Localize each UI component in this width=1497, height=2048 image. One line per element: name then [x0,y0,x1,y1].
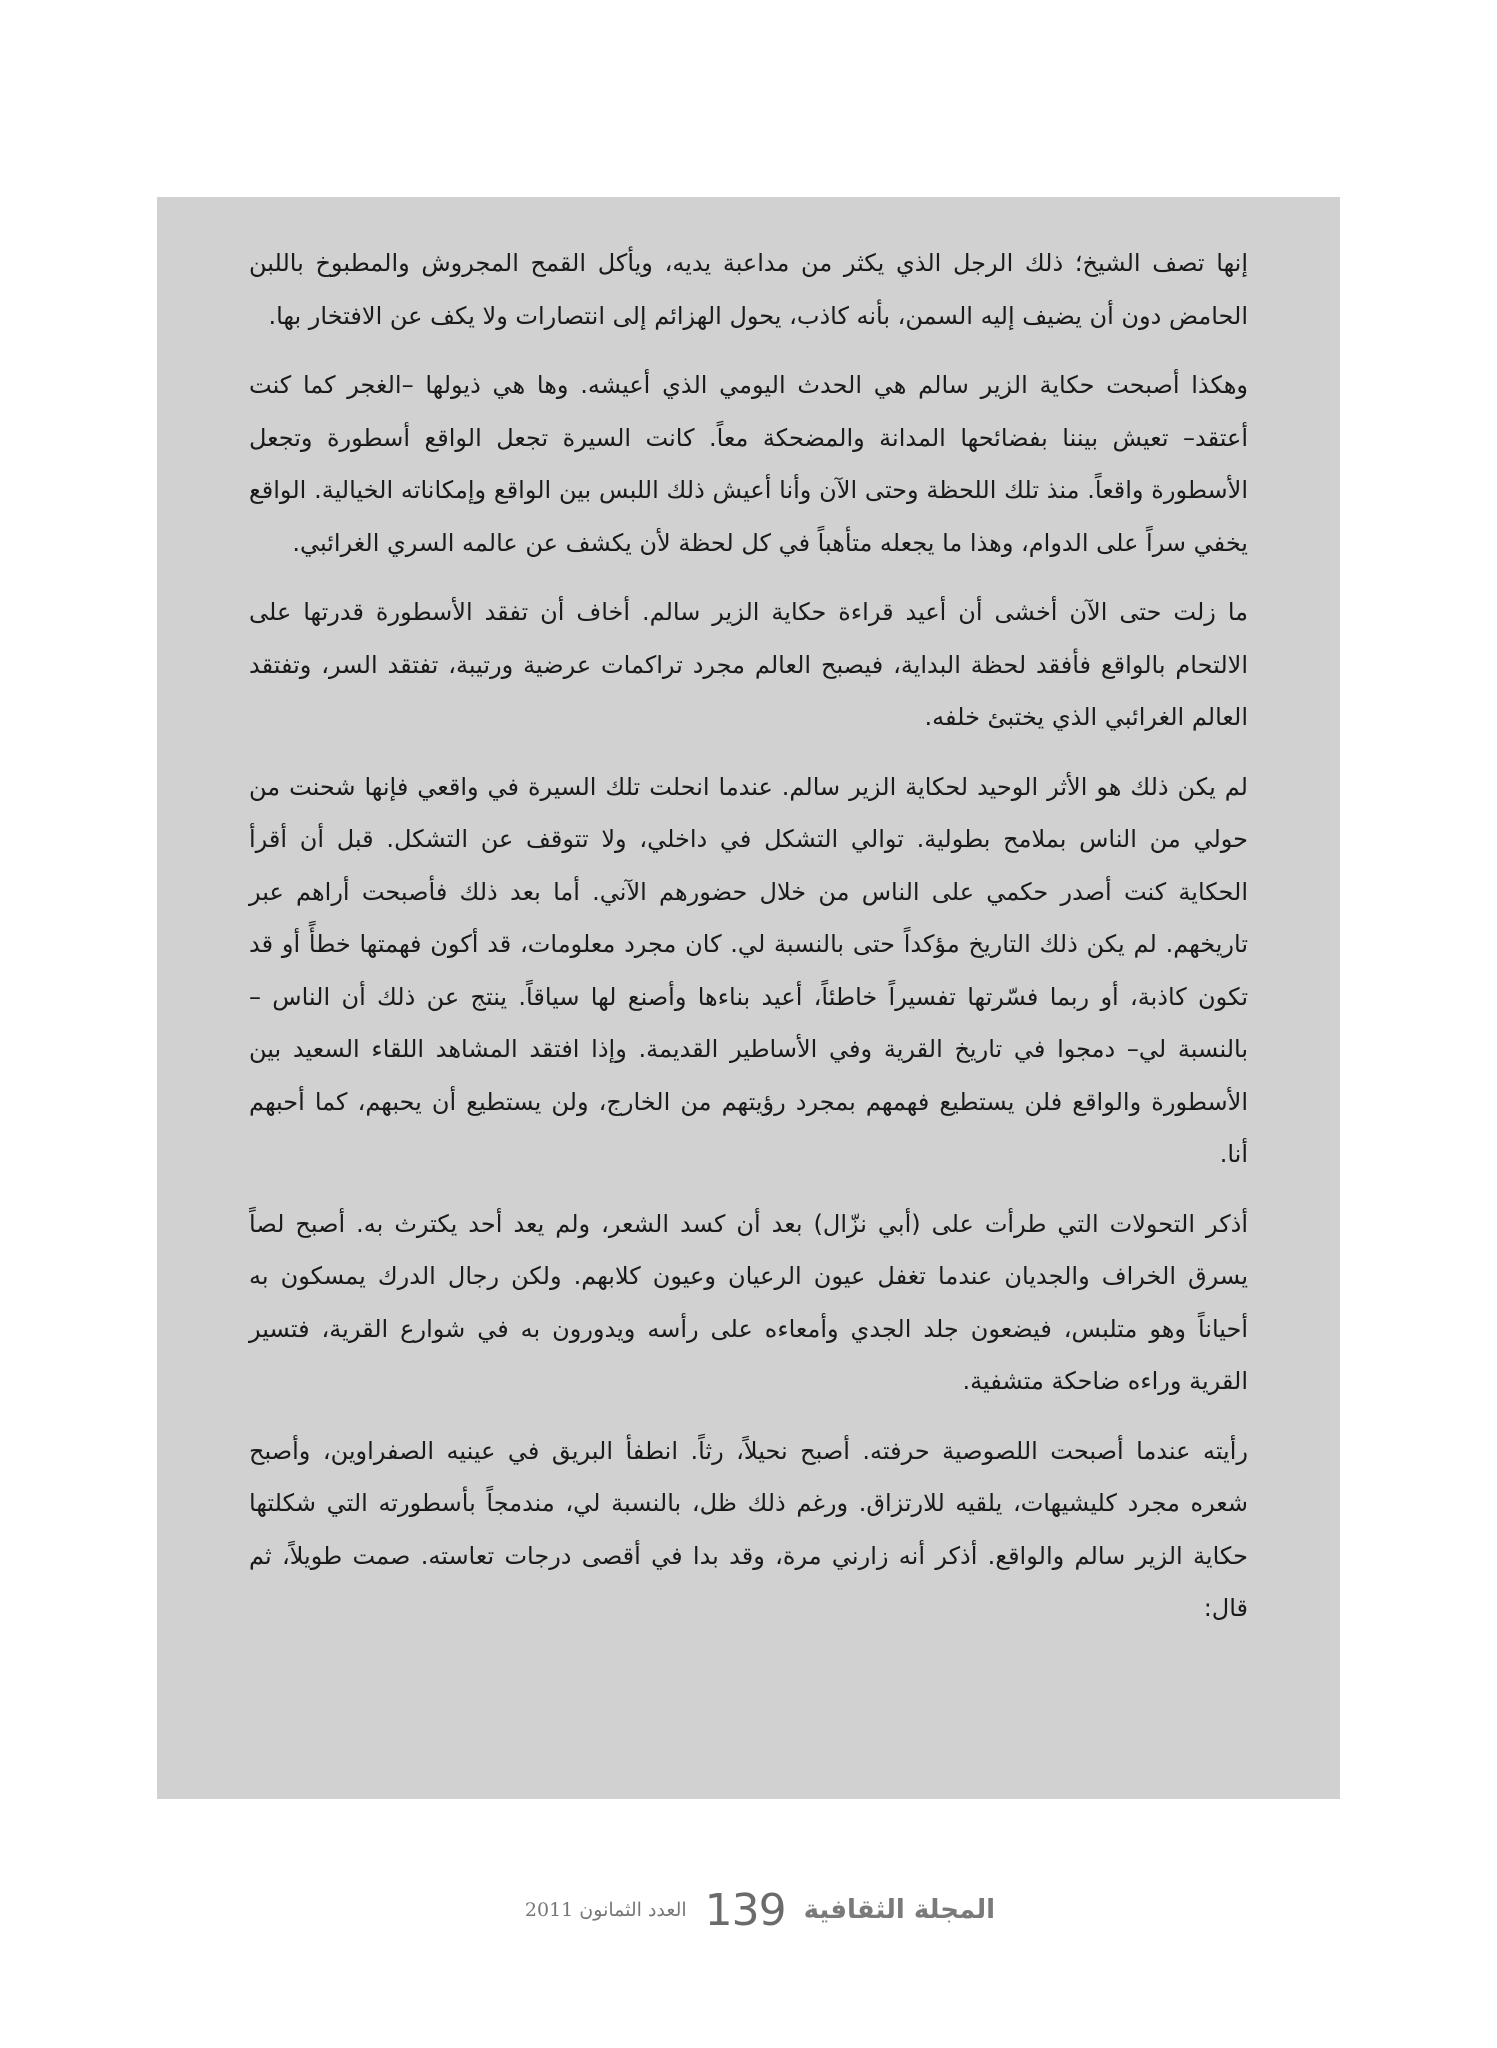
paragraph: وهكذا أصبحت حكاية الزير سالم هي الحدث اليومي الذي أعيشه. وها هي ذيولها –الغجر كما كنت أعتقد– تعيش بيننا بفضائحها المدانة والمضحكة معاً. كانت السيرة تجعل الواقع أسطورة وتجعل الأسطورة واقعاً. منذ تلك اللحظة وحتى الآن وأنا أعيش ذلك اللبس بين الواقع وإمكاناته الخيالية. الواقع يخفي سراً على الدوام، وهذا ما يجعله متأهباً في كل لحظة لأن يكشف عن عالمه السري الغرائبي. [249,371,1248,557]
paragraph: رأيته عندما أصبحت اللصوصية حرفته. أصبح نحيلاً، رثاً. انطفأ البريق في عينيه الصفراوين، وأصبح شعره مجرد كليشيهات، يلقيه للارتزاق. ورغم ذلك ظل، بالنسبة لي، مندمجاً بأسطورته التي شكلتها حكاية الزير سالم والواقع. أذكر أنه زارني مرة، وقد بدا في أقصى درجات تعاسته. صمت طويلاً، ثم قال: [249,1436,1248,1622]
paragraph: إنها تصف الشيخ؛ ذلك الرجل الذي يكثر من مداعبة يديه، ويأكل القمح المجروش والمطبوخ باللبن الحامض دون أن يضيف إليه السمن، بأنه كاذب، يحول الهزائم إلى انتصارات ولا يكف عن الافتخار بها. [249,249,1248,330]
page-number: 139 [704,1884,786,1936]
paragraph: لم يكن ذلك هو الأثر الوحيد لحكاية الزير سالم. عندما انحلت تلك السيرة في واقعي فإنها شحنت من حولي من الناس بملامح بطولية. توالي التشكل في داخلي، ولا تتوقف عن التشكل. قبل أن أقرأ الحكاية كنت أصدر حكمي على الناس من خلال حضورهم الآني. أما بعد ذلك فأصبحت أراهم عبر تاريخهم. لم يكن ذلك التاريخ مؤكداً حتى بالنسبة لي. كان مجرد معلومات، قد أكون فهمتها خطأً أو قد تكون كاذبة، أو ربما فسّرتها تفسيراً خاطئاً، أعيد بناءها وأصنع لها سياقاً. ينتج عن ذلك أن الناس –بالنسبة لي– دمجوا في تاريخ القرية وفي الأساطير القديمة. وإذا افتقد المشاهد اللقاء السعيد بين الأسطورة والواقع فلن يستطيع فهمهم بمجرد رؤيتهم من الخارج، ولن يستطيع أن يحبهم، كما أحبهم أنا. [249,772,1248,1168]
article-text-box [157,197,1340,1799]
paragraph: ما زلت حتى الآن أخشى أن أعيد قراءة حكاية الزير سالم. أخاف أن تفقد الأسطورة قدرتها على الالتحام بالواقع فأفقد لحظة البداية، فيصبح العالم مجرد تراكمات عرضية ورتيبة، تفتقد السر، وتفتقد العالم الغرائبي الذي يختبئ خلفه. [249,598,1248,731]
footer-issue: العدد الثمانون 2011 [524,1899,687,1921]
page-footer [440,1880,1080,1940]
paragraph: أذكر التحولات التي طرأت على (أبي نزّال) بعد أن كسد الشعر، ولم يعد أحد يكترث به. أصبح لصاً يسرق الخراف والجديان عندما تغفل عيون الرعيان وعيون كلابهم. ولكن رجال الدرك يمسكون به أحياناً وهو متلبس، فيضعون جلد الجدي وأمعاءه على رأسه ويدورون به في شوارع القرية، فتسير القرية وراءه ضاحكة متشفية. [249,1209,1248,1395]
magazine-name: المجلة الثقافية [803,1895,996,1925]
